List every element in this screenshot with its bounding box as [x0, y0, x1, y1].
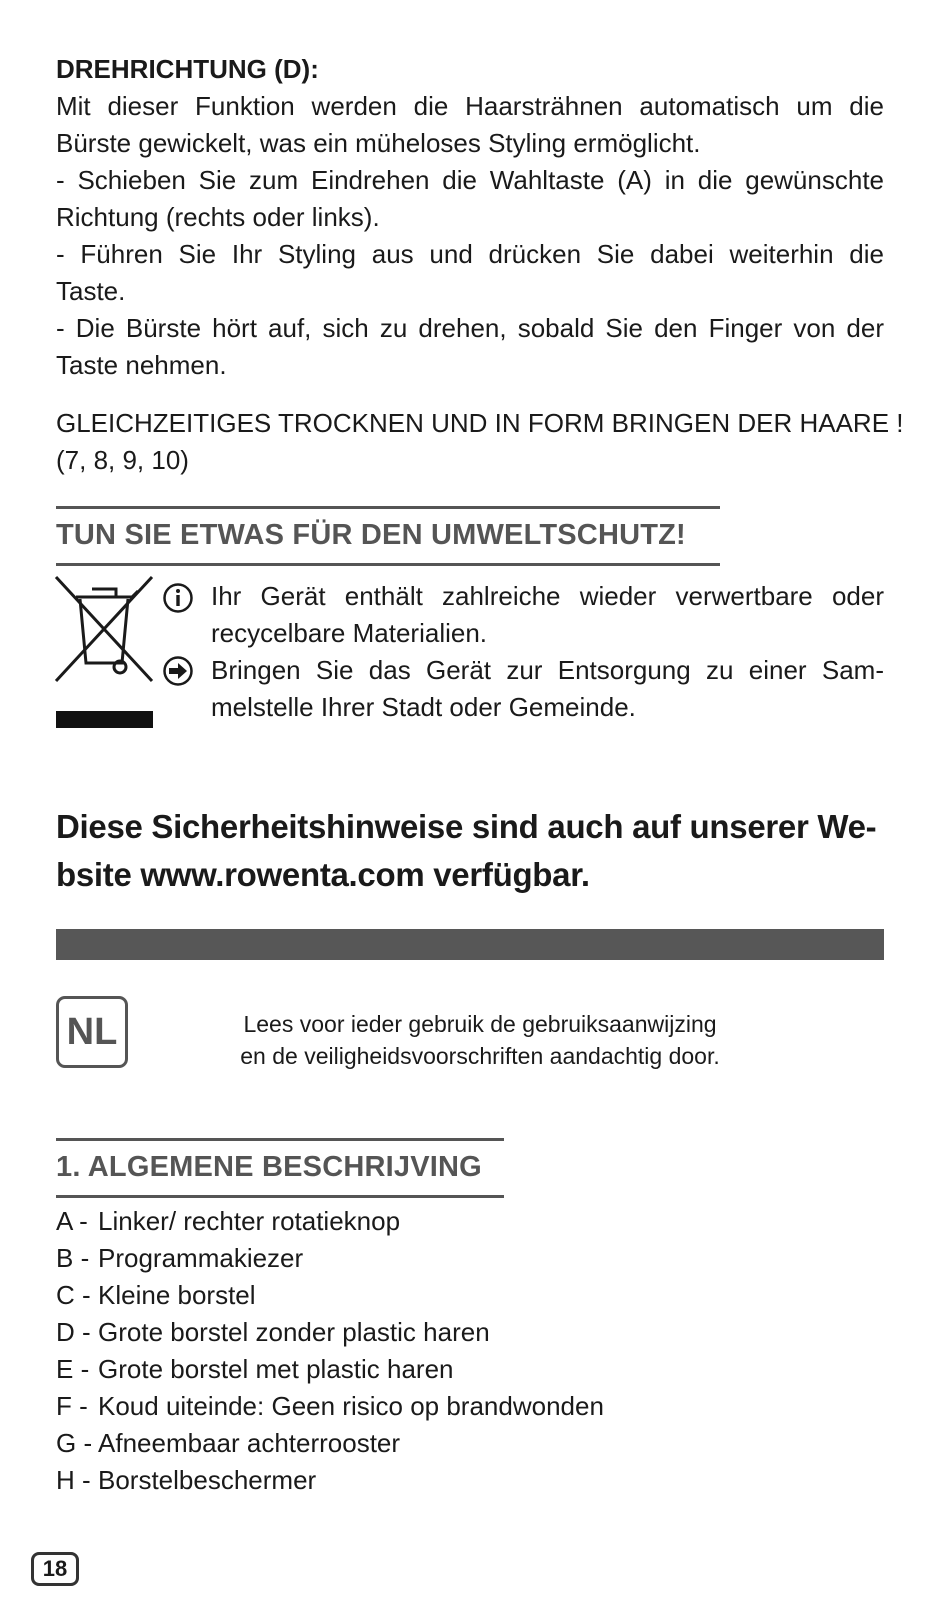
- list-item: [56, 1243, 303, 1274]
- list-item-letter: H -: [56, 1465, 91, 1495]
- list-item-text: Programmakiezer: [98, 1243, 304, 1273]
- rotation-line: Taste.: [56, 276, 126, 306]
- rotation-line: Mit dieser Funktion werden die Haarsträhnen automatisch um die: [56, 91, 884, 121]
- nl-intro-line: Lees voor ieder gebruik de gebruiksaanwijzing: [243, 1011, 717, 1037]
- drying-figures: (7, 8, 9, 10): [56, 445, 189, 475]
- eco-item-1-line: recycelbare Materialien.: [211, 618, 488, 648]
- rotation-line: Bürste gewickelt, was ein müheloses Styling ermöglicht.: [56, 128, 701, 158]
- eco-item-2-line: Bringen Sie das Gerät zur Entsorgung zu einer Sam-: [211, 655, 884, 685]
- section-rule-bottom: [56, 1195, 504, 1198]
- rotation-heading: DREHRICHTUNG (D):: [56, 54, 319, 84]
- list-item-letter: A -: [56, 1206, 88, 1236]
- list-item-letter: B -: [56, 1243, 90, 1273]
- list-item-letter: F -: [56, 1391, 88, 1421]
- rotation-line: - Führen Sie Ihr Styling aus und drücken Sie dabei weiterhin die: [56, 239, 884, 269]
- eco-item-2: [211, 652, 884, 726]
- rotation-line: - Schieben Sie zum Eindrehen die Wahltaste (A) in die gewünschte: [56, 165, 884, 195]
- rotation-line: Richtung (rechts oder links).: [56, 202, 380, 232]
- page-number: 18: [31, 1552, 79, 1586]
- list-item-text: Grote borstel zonder plastic haren: [98, 1317, 490, 1347]
- eco-item-2-line: melstelle Ihrer Stadt oder Gemeinde.: [211, 692, 636, 722]
- list-item: [56, 1280, 256, 1311]
- description-title: 1. ALGEMENE BESCHRIJVING: [56, 1151, 482, 1183]
- disposal-bar: [56, 711, 153, 728]
- list-item: [56, 1206, 400, 1237]
- language-badge: NL: [56, 996, 128, 1068]
- list-item-text: Grote borstel met plastic haren: [98, 1354, 454, 1384]
- list-item: [56, 1465, 316, 1496]
- list-item-letter: C -: [56, 1280, 91, 1310]
- eco-item-1: [211, 578, 884, 652]
- list-item-letter: G -: [56, 1428, 93, 1458]
- section-rule-top: [56, 1138, 504, 1141]
- language-divider-bar: [56, 929, 884, 960]
- info-circle-icon: [162, 582, 194, 614]
- rotation-line: - Die Bürste hört auf, sich zu drehen, sobald Sie den Finger von der: [56, 313, 884, 343]
- list-item-text: Borstelbeschermer: [98, 1465, 317, 1495]
- section-rule-top: [56, 506, 720, 509]
- nl-intro: [160, 1008, 800, 1072]
- list-item-letter: D -: [56, 1317, 91, 1347]
- eco-item-1-line: Ihr Gerät enthält zahlreiche wieder verwertbare oder: [211, 581, 884, 611]
- list-item-text: Kleine borstel: [98, 1280, 256, 1310]
- list-item-text: Linker/ rechter rotatieknop: [98, 1206, 401, 1236]
- list-item: [56, 1391, 604, 1422]
- crossed-out-wheelie-bin-icon: [54, 575, 154, 683]
- list-item-text: Afneembaar achterrooster: [98, 1428, 401, 1458]
- list-item-text: Koud uiteinde: Geen risico op brandwonden: [98, 1391, 604, 1421]
- list-item: [56, 1354, 454, 1385]
- environment-title: TUN SIE ETWAS FÜR DEN UMWELTSCHUTZ!: [56, 519, 686, 551]
- nl-intro-line: en de veiligheidsvoorschriften aandachtig door.: [240, 1043, 720, 1069]
- rotation-line: Taste nehmen.: [56, 350, 227, 380]
- list-item: [56, 1317, 490, 1348]
- website-callout-line: Diese Sicherheitshinweise sind auch auf unserer We-: [56, 808, 877, 845]
- list-item-letter: E -: [56, 1354, 90, 1384]
- website-callout: [56, 803, 886, 899]
- list-item: [56, 1428, 400, 1459]
- drying-line: GLEICHZEITIGES TROCKNEN UND IN FORM BRINGEN DER HAARE !: [56, 408, 904, 438]
- section-rule-bottom: [56, 563, 720, 566]
- website-callout-line: bsite www.rowenta.com verfügbar.: [56, 856, 590, 893]
- arrow-right-circle-icon: [162, 655, 194, 687]
